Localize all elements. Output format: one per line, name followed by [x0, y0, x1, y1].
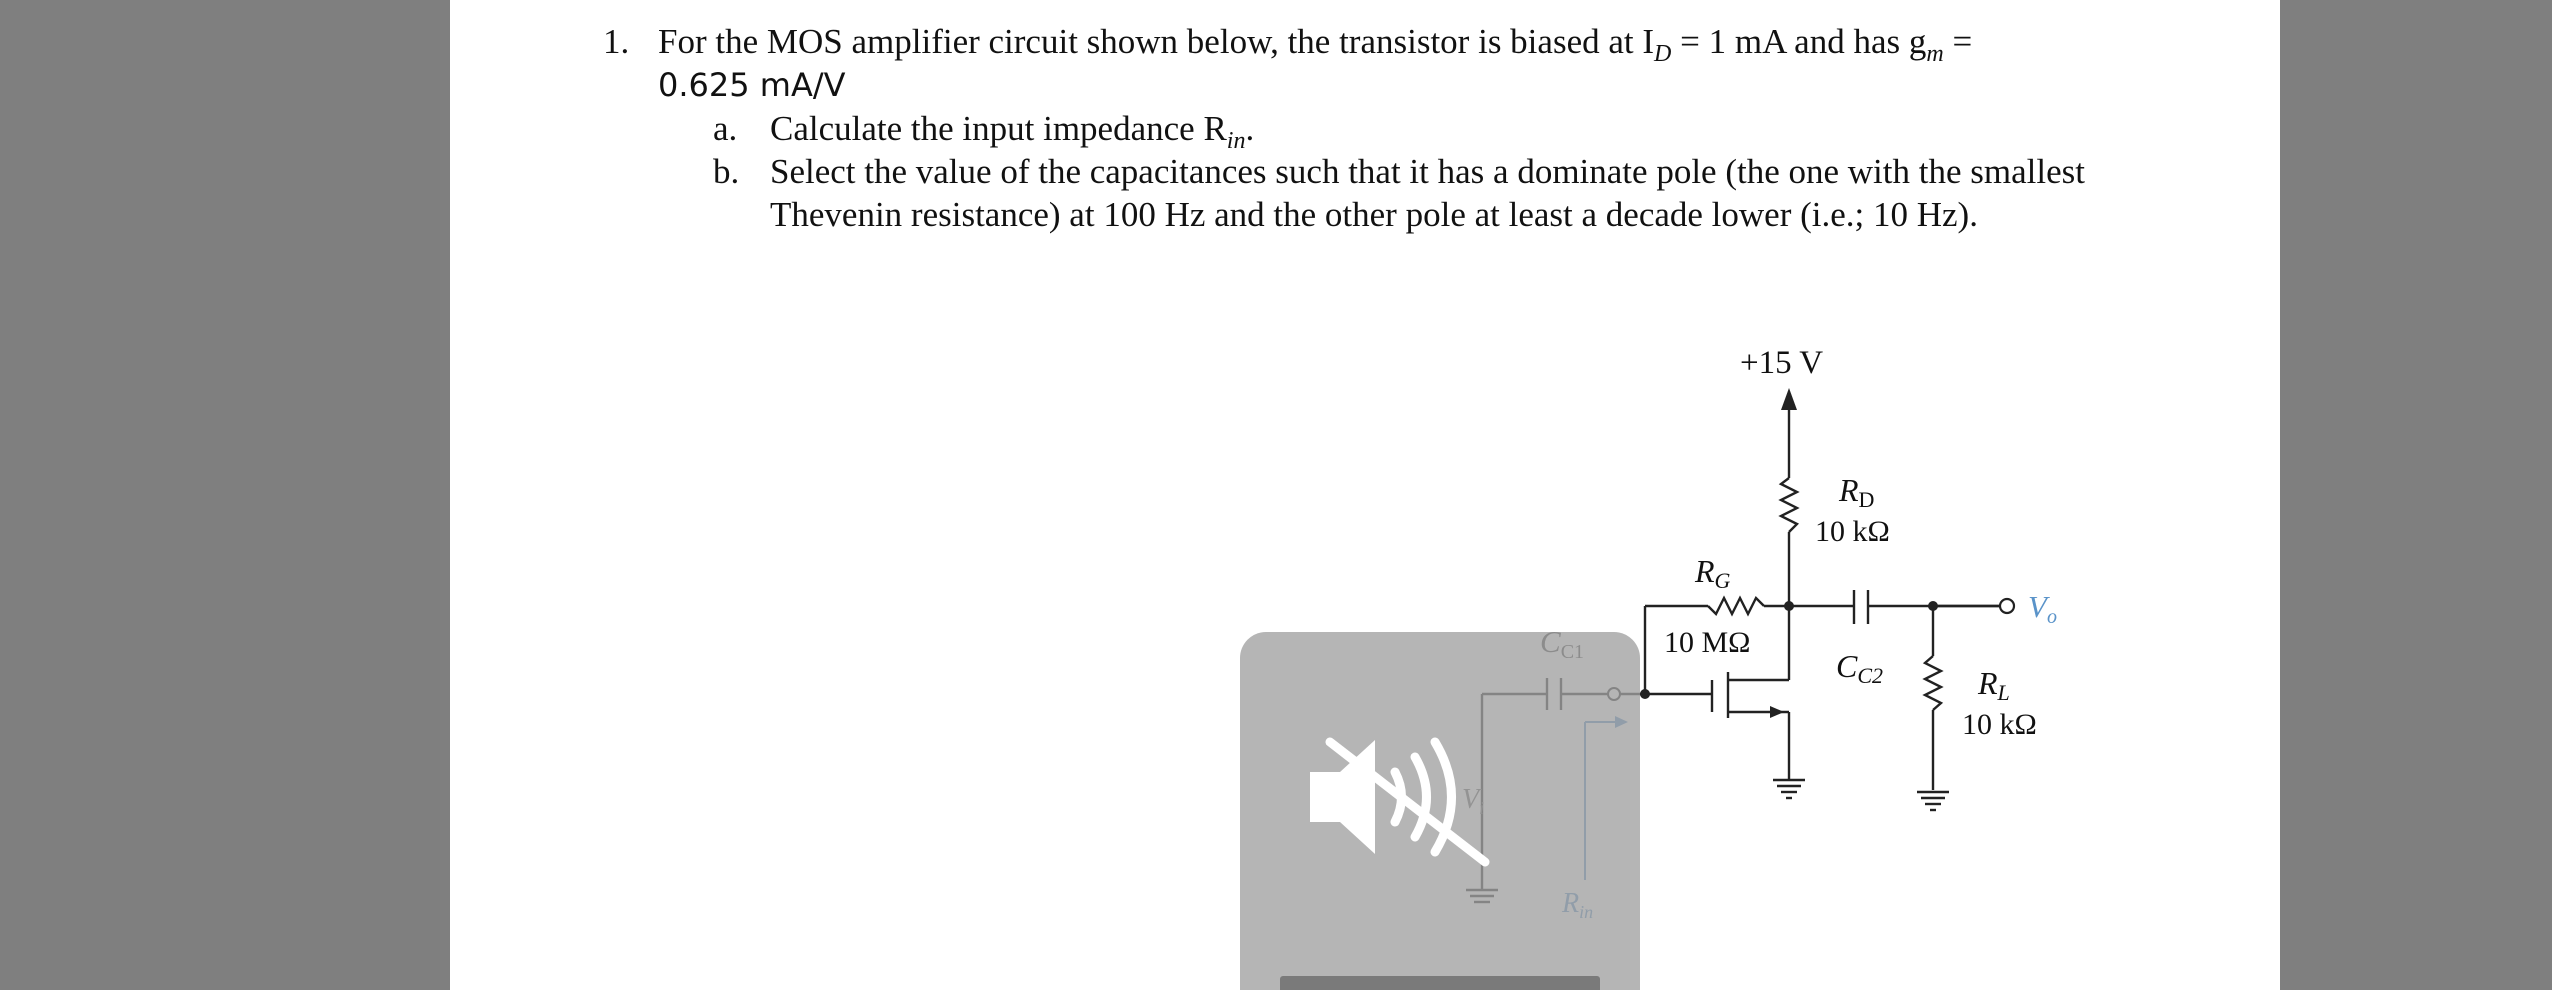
part-b-text-line1: Select the value of the capacitances such that it has a dominate pole (the one with the smallest: [770, 152, 2085, 191]
part-b-text-line2: Thevenin resistance) at 100 Hz and the other pole at least a decade lower (i.e.; 10 Hz).: [770, 195, 1978, 234]
rl-name-label: RL: [1978, 665, 2010, 705]
rd-value-label: 10 kΩ: [1815, 515, 1890, 548]
cc2-label: CC2: [1836, 648, 1884, 688]
part-b-label: b.: [713, 152, 740, 191]
vo-label: Vo: [2028, 589, 2057, 628]
problem-statement-line1: For the MOS amplifier circuit shown below, the transistor is biased at $I_D = 1$ mA and has $g_m$ =: [658, 22, 1973, 67]
overlay-progress-bar[interactable]: [1280, 976, 1600, 990]
rg-value-label: 10 MΩ: [1664, 626, 1751, 659]
part-a-text: Calculate the input impedance $R_{in}$.: [770, 109, 1255, 154]
rd-name-label: RD: [1839, 472, 1875, 512]
speaker-muted-icon[interactable]: [1290, 712, 1520, 882]
rg-name-label: RG: [1695, 553, 1731, 593]
problem-statement-line2: 0.625 mA/V: [658, 66, 846, 104]
supply-label: +15 V: [1740, 345, 1824, 381]
rl-value-label: 10 kΩ: [1962, 708, 2037, 741]
part-a-label: a.: [713, 109, 738, 148]
problem-number: 1.: [603, 22, 630, 61]
video-overlay[interactable]: [1240, 632, 1640, 990]
